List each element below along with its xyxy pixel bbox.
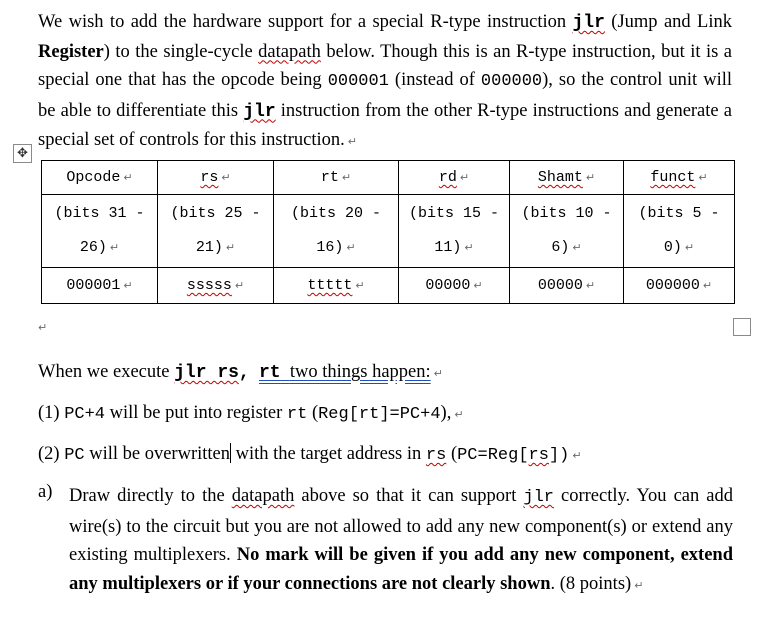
intro-text-1: We wish to add the hardware support for a special R-type instruction <box>38 12 573 32</box>
header-rt: rt ↵ <box>274 161 399 195</box>
intro-text-3: ) to the single-cycle <box>103 41 259 62</box>
empty-paragraph <box>38 318 47 336</box>
bits-rd: (bits 15 - 11) ↵ <box>399 195 510 268</box>
warning-bold-text: No mark will be given if you add any new component, extend any multiplexers or if your connections are not clearly shown <box>69 545 734 594</box>
step-1-line: (1) PC+4 will be put into register rt (Reg[rt]=PC+4), ↵ <box>38 403 464 424</box>
step-2-line: (2) PC will be overwritten with the target address in rs (PC=Reg[rs]) ↵ <box>38 444 582 465</box>
return-mark-icon: ↵ <box>38 321 48 334</box>
jlr-code: jlr <box>572 13 605 33</box>
table-bits-row <box>42 195 735 268</box>
header-funct: funct ↵ <box>624 161 735 195</box>
value-rd: 00000 ↵ <box>399 268 510 304</box>
instruction-format-table <box>41 160 735 304</box>
question-a-text: Draw directly to the datapath above so that it can support jlr correctly. You can add wire(s) to the circuit but you are not allowed to add any new component(s) or extend any existing multiplexers. No mark will be given if you add any new component, extend any multiplexers or if your connections are not clearly shown. (8 points) ↵ <box>69 486 734 594</box>
header-rd: rd ↵ <box>399 161 510 195</box>
bits-funct: (bits 5 - 0) ↵ <box>624 195 735 268</box>
table-move-handle[interactable] <box>13 144 32 163</box>
value-funct: 000000 ↵ <box>624 268 735 304</box>
table-values-row <box>42 268 735 304</box>
intro-text-7: instruction from the other R-type instructions and generate a special set of controls for this instruction. <box>38 100 732 150</box>
move-arrows-icon: ✥ <box>17 146 28 161</box>
value-shamt: 00000 ↵ <box>510 268 624 304</box>
intro-text-5: (instead of <box>388 70 481 90</box>
table-resize-handle[interactable] <box>733 318 751 336</box>
header-shamt: Shamt ↵ <box>510 161 624 195</box>
intro-paragraph <box>38 8 732 157</box>
value-opcode: 000001 ↵ <box>42 268 158 304</box>
bits-opcode: (bits 31 - 26) ↵ <box>42 195 158 268</box>
table-header-row <box>42 161 735 195</box>
jlr-code-2: jlr <box>243 101 276 122</box>
opcode-alt-value: 000000 <box>480 72 543 91</box>
intro-text-2: (Jump and Link <box>604 12 732 32</box>
intro-register: Register <box>38 41 104 62</box>
bits-shamt: (bits 10 - 6) ↵ <box>510 195 624 268</box>
header-opcode: Opcode ↵ <box>42 161 158 195</box>
intro-text-4: below. Though this is an R-type instruction, but it is a special one that has the opcode being <box>38 41 732 90</box>
jlr-rs-code: jlr rs <box>174 363 239 383</box>
bits-rt: (bits 20 - 16) ↵ <box>274 195 399 268</box>
opcode-value: 000001 <box>327 72 389 91</box>
datapath-word: datapath <box>258 41 321 62</box>
header-rs: rs ↵ <box>158 161 274 195</box>
question-a-label: a) <box>38 482 53 502</box>
value-rt: ttttt ↵ <box>274 268 399 304</box>
return-mark-icon: ↵ <box>347 135 357 148</box>
intro-text-6: ), so the control unit will be able to differentiate this <box>38 70 732 121</box>
value-rs: sssss ↵ <box>158 268 274 304</box>
rt-code: rt <box>258 363 281 383</box>
bits-rs: (bits 25 - 21) ↵ <box>158 195 274 268</box>
execute-line: When we execute jlr rs, rt two things happen: ↵ <box>38 362 443 383</box>
